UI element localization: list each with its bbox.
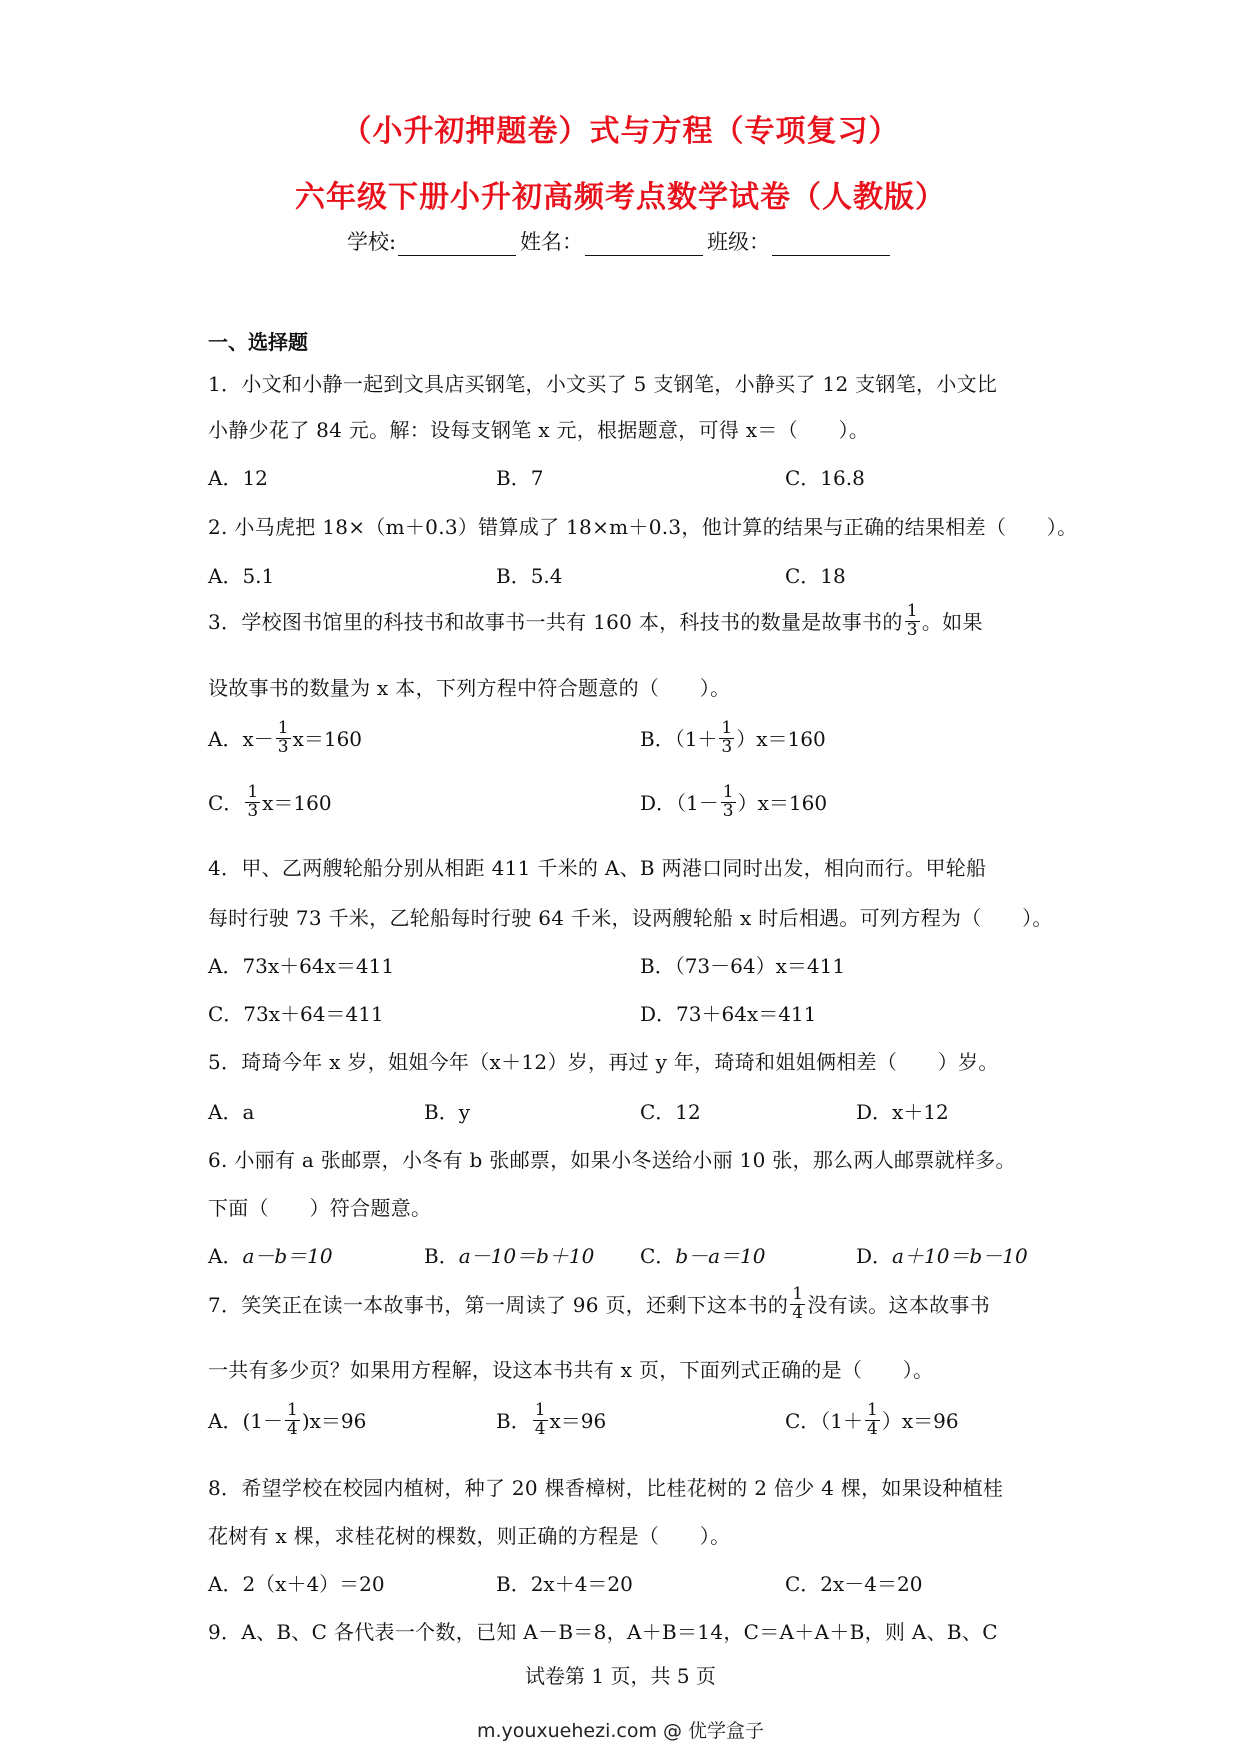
q3-line2: 设故事书的数量为 x 本，下列方程中符合题意的（ ）。 bbox=[208, 676, 731, 700]
name-blank bbox=[585, 235, 703, 256]
school-blank bbox=[398, 235, 516, 256]
q4-option-d: D．73＋64x＝411 bbox=[640, 1002, 817, 1026]
q4-line1: 4．甲、乙两艘轮船分别从相距 411 千米的 A、B 两港口同时出发，相向而行。甲轮船 bbox=[208, 856, 987, 880]
q1-line2: 小静少花了 84 元。解：设每支钢笔 x 元，根据题意，可得 x＝（ ）。 bbox=[208, 418, 870, 442]
q3-option-c: C． $\frac{1}{3}$ x＝160 bbox=[208, 782, 332, 821]
q4-option-b: B．（73－64）x＝411 bbox=[640, 954, 846, 978]
q6-line1: 6. 小丽有 a 张邮票，小冬有 b 张邮票，如果小冬送给小丽 10 张，那么两人邮票就样多。 bbox=[208, 1148, 1016, 1172]
q3-option-d: D．（1－ $\frac{1}{3}$ ）x＝160 bbox=[640, 782, 828, 821]
watermark-link[interactable]: m.youxuehezi.com @ 优学盒子 bbox=[476, 1720, 765, 1742]
q5-option-a: A．a bbox=[208, 1100, 255, 1124]
q3-option-a: A．x－ $\frac{1}{3}$ x＝160 bbox=[208, 718, 363, 757]
q7-option-b: B． $\frac{1}{4}$ x＝96 bbox=[496, 1400, 607, 1439]
q3-line1: 3．学校图书馆里的科技书和故事书一共有 160 本，科技书的数量是故事书的 $\frac{1}{3}$ 。如果 bbox=[208, 601, 983, 640]
q7-line1: 7．笑笑正在读一本故事书，第一周读了 96 页，还剩下这本书的 $\frac{1}{4}$ 没有读。这本故事书 bbox=[208, 1284, 991, 1323]
q8-option-b: B．2x＋4＝20 bbox=[496, 1572, 633, 1596]
q6-option-a: A．a－b＝10 bbox=[208, 1244, 333, 1268]
fraction-one-quarter: $\frac{1}{4}$ bbox=[792, 1284, 804, 1323]
q4-option-a: A．73x＋64x＝411 bbox=[208, 954, 395, 978]
name-label: 姓名： bbox=[520, 230, 584, 254]
q6-option-c: C．b－a＝10 bbox=[640, 1244, 766, 1268]
q1-option-c: C．16.8 bbox=[785, 466, 865, 490]
class-label: 班级： bbox=[707, 230, 771, 254]
class-blank bbox=[772, 235, 890, 256]
school-label: 学校: bbox=[346, 230, 397, 254]
q6-option-b: B．a－10＝b＋10 bbox=[424, 1244, 595, 1268]
q5-option-d: D．x＋12 bbox=[856, 1100, 949, 1124]
section-heading: 一、选择题 bbox=[208, 330, 308, 354]
q4-option-c: C．73x＋64＝411 bbox=[208, 1002, 384, 1026]
q3-option-b: B．（1＋ $\frac{1}{3}$ ）x＝160 bbox=[640, 718, 826, 757]
q1-line1: 1．小文和小静一起到文具店买钢笔，小文买了 5 支钢笔，小静买了 12 支钢笔，小文比 bbox=[208, 372, 998, 396]
q8-line1: 8．希望学校在校园内植树，种了 20 棵香樟树，比桂花树的 2 倍少 4 棵，如果设种植桂 bbox=[208, 1476, 1004, 1500]
q5-option-b: B．y bbox=[424, 1100, 470, 1124]
q9-line1: 9．A、B、C 各代表一个数，已知 A－B＝8，A＋B＝14，C＝A＋A＋B，则 A、B、C bbox=[208, 1620, 998, 1644]
q1-option-b: B．7 bbox=[496, 466, 544, 490]
q7-line2: 一共有多少页？如果用方程解，设这本书共有 x 页，下面列式正确的是（ ）。 bbox=[208, 1358, 934, 1382]
q8-option-c: C．2x－4＝20 bbox=[785, 1572, 923, 1596]
q5-option-c: C．12 bbox=[640, 1100, 701, 1124]
q2-line1: 2. 小马虎把 18×（m＋0.3）错算成了 18×m＋0.3，他计算的结果与正确的结果相差（ ）。 bbox=[208, 515, 1078, 539]
q2-option-b: B．5.4 bbox=[496, 564, 563, 588]
q5-line1: 5．琦琦今年 x 岁，姐姐今年（x＋12）岁，再过 y 年，琦琦和姐姐俩相差（ ）岁。 bbox=[208, 1050, 999, 1074]
q1-option-a: A．12 bbox=[208, 466, 268, 490]
student-info-row bbox=[0, 226, 1241, 256]
q6-option-d: D．a＋10＝b－10 bbox=[856, 1244, 1028, 1268]
q7-option-c: C．（1＋ $\frac{1}{4}$ ）x＝96 bbox=[785, 1400, 959, 1439]
exam-title: （小升初押题卷）式与方程（专项复习） bbox=[341, 114, 900, 149]
q4-line2: 每时行驶 73 千米，乙轮船每时行驶 64 千米，设两艘轮船 x 时后相遇。可列方程为（ ）。 bbox=[208, 906, 1053, 930]
q8-option-a: A．2（x＋4）＝20 bbox=[208, 1572, 385, 1596]
q8-line2: 花树有 x 棵，求桂花树的棵数，则正确的方程是（ ）。 bbox=[208, 1524, 731, 1548]
fraction-one-third: $\frac{1}{3}$ bbox=[906, 601, 918, 640]
q2-option-a: A．5.1 bbox=[208, 564, 275, 588]
page-footer: 试卷第 1 页，共 5 页 bbox=[525, 1664, 716, 1688]
q7-option-a: A．(1－ $\frac{1}{4}$ )x＝96 bbox=[208, 1400, 367, 1439]
q2-option-c: C．18 bbox=[785, 564, 846, 588]
exam-subtitle: 六年级下册小升初高频考点数学试卷（人教版） bbox=[295, 180, 946, 215]
q6-line2: 下面（ ）符合题意。 bbox=[208, 1196, 432, 1220]
